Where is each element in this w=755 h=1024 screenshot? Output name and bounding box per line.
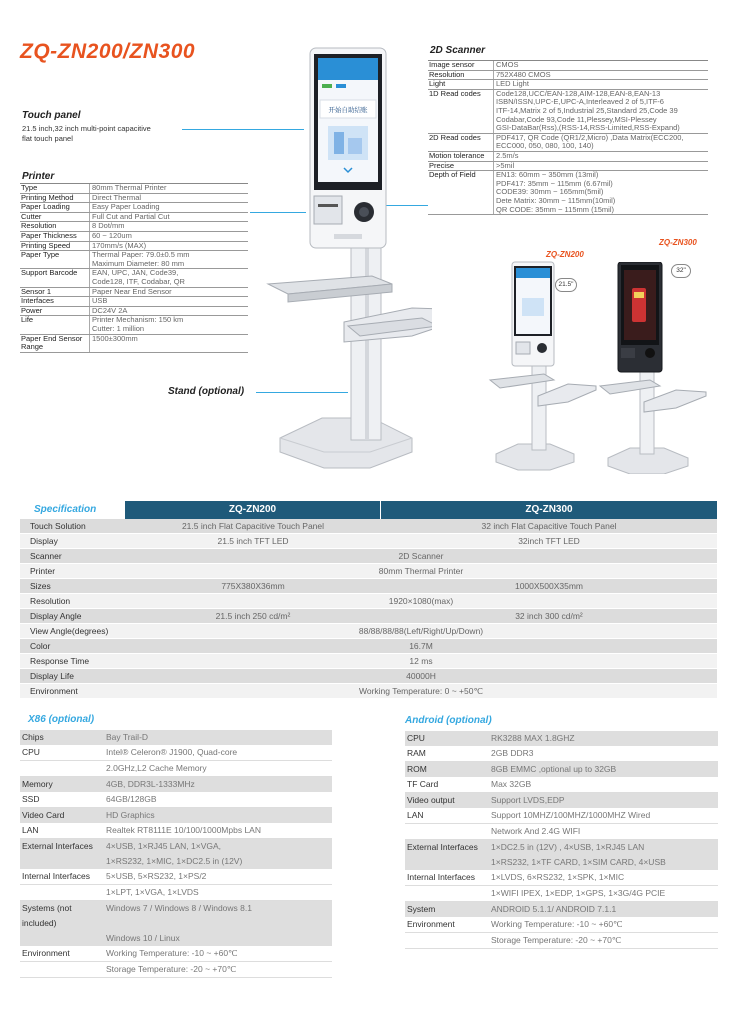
badge-size-300: 32"	[671, 264, 691, 278]
printer-row	[20, 288, 248, 298]
android-spec-table	[405, 731, 718, 949]
android-row-value: 8GB EMMC ,optional up to 32GB	[491, 764, 617, 774]
android-row	[405, 793, 718, 808]
printer-row-value	[89, 251, 248, 268]
x86-row-label: External Interfaces	[22, 841, 93, 851]
android-row	[405, 902, 718, 917]
stand-label: Stand (optional)	[168, 386, 245, 397]
x86-row	[20, 730, 332, 745]
spec-row	[20, 609, 717, 624]
printer-row-value-line: 80mm Thermal Printer	[92, 183, 167, 192]
android-row-label: LAN	[407, 810, 424, 820]
x86-row-value: Working Temperature: -10 ~ +60℃	[106, 948, 238, 958]
spec-col-zn300: ZQ-ZN300	[525, 504, 573, 515]
printer-row-value-line: Code128, ITF, Codabar, QR	[92, 276, 185, 286]
scanner-row	[428, 71, 708, 81]
scanner-row-value	[493, 71, 708, 80]
spec-row-label: Display Life	[30, 671, 74, 681]
printer-row-value-line: Paper Near End Sensor	[92, 286, 172, 296]
x86-row	[20, 931, 332, 946]
android-row-label: CPU	[407, 733, 425, 743]
spec-row-label: Response Time	[30, 656, 90, 666]
android-row-label: Video output	[407, 795, 455, 805]
android-row	[405, 933, 718, 949]
scanner-row-value-line: PDF417: 35mm ~ 115mm (6.67mil)	[496, 178, 613, 188]
page-title: ZQ-ZN200/ZN300	[20, 40, 196, 63]
scanner-row-label: Light	[429, 79, 446, 89]
x86-row-value: Windows 7 / Windows 8 / Windows 8.1	[106, 903, 252, 913]
spec-row	[20, 564, 717, 579]
printer-row-label: Power	[21, 305, 43, 315]
scanner-row-value-line: ISBN/ISSN,UPC-E,UPC-A,Interleaved 2 of 5,ITF-6	[496, 97, 664, 107]
android-row-value: Support 10MHZ/100MHZ/1000MHZ Wired	[491, 810, 651, 820]
android-row	[405, 808, 718, 824]
scanner-row-label: Resolution	[429, 69, 465, 79]
scanner-row-value-line: QR CODE: 35mm ~ 115mm (15mil)	[496, 204, 615, 214]
touch-panel-desc-2: flat touch panel	[22, 134, 73, 143]
scanner-row	[428, 171, 708, 215]
android-row-value: 1×RS232, 1×TF CARD, 1×SIM CARD, 4×USB	[491, 857, 666, 867]
x86-row	[20, 946, 332, 962]
printer-row	[20, 269, 248, 287]
scanner-row-value-line: 2.5m/s	[496, 150, 519, 160]
spec-row-label: Display Angle	[30, 611, 82, 621]
printer-row-value	[89, 184, 248, 193]
printer-row-label: Paper Loading	[21, 202, 70, 212]
android-row-label: TF Card	[407, 779, 439, 789]
x86-row	[20, 962, 332, 978]
x86-row-label	[20, 931, 103, 946]
x86-row	[20, 745, 332, 761]
spec-row-merged-value: 16.7M	[409, 641, 433, 651]
spec-row-merged-value: 80mm Thermal Printer	[378, 566, 464, 576]
x86-row	[20, 885, 332, 901]
android-row-label: Environment	[407, 919, 455, 929]
x86-row	[20, 901, 332, 931]
x86-row-value: Bay Trail-D	[106, 732, 149, 742]
x86-row-label: SSD	[22, 794, 40, 804]
printer-row-value-line: 8 Dot/mm	[92, 221, 125, 231]
android-row-value: Max 32GB	[491, 779, 532, 789]
x86-row-label	[20, 761, 103, 776]
kiosk-screen-text: 开始自助结账	[328, 106, 368, 114]
android-row-value: 1×WIFI IPEX, 1×EDP, 1×GPS, 1×3G/4G PCIE	[491, 888, 666, 898]
x86-row-value: 1×LPT, 1×VGA, 1×LVDS	[106, 887, 199, 897]
printer-row-value-line: Cutter: 1 million	[92, 323, 145, 333]
spec-row	[20, 669, 717, 684]
android-row	[405, 762, 718, 777]
x86-row	[20, 761, 332, 777]
android-row-label: System	[407, 904, 436, 914]
android-row	[405, 870, 718, 886]
printer-row-value-line: Direct Thermal	[92, 192, 142, 202]
android-row-label: Internal Interfaces	[407, 872, 476, 882]
x86-row-value: 64GB/128GB	[106, 794, 157, 804]
android-row-value: Support LVDS,EDP	[491, 795, 565, 805]
printer-row	[20, 335, 248, 353]
badge-zn300: ZQ-ZN300	[659, 238, 697, 247]
spec-row-merged-value: 1920×1080(max)	[388, 596, 454, 606]
spec-row-label: Environment	[30, 686, 78, 696]
scanner-row-value-line: GSI-DataBar(Rss),(RSS-14,RSS-Limited,RSS-Expand)	[496, 123, 680, 133]
x86-row-value: 5×USB, 5×RS232, 1×PS/2	[106, 871, 207, 881]
spec-row-label: Color	[30, 641, 51, 651]
x86-row-label	[20, 962, 103, 977]
android-row	[405, 855, 718, 870]
x86-row-label	[20, 854, 103, 869]
x86-row-label: Memory	[22, 779, 53, 789]
android-row	[405, 917, 718, 933]
printer-heading: Printer	[22, 171, 55, 182]
scanner-row	[428, 90, 708, 134]
x86-spec-table	[20, 730, 332, 978]
spec-row-merged-value: 40000H	[406, 671, 436, 681]
printer-row-value-line: 60 ~ 120um	[92, 230, 132, 240]
spec-row-label: View Angle(degrees)	[30, 626, 109, 636]
x86-row-value: Intel® Celeron® J1900, Quad-core	[106, 747, 238, 757]
scanner-row-label: Precise	[429, 160, 455, 170]
printer-row-value-line: 170mm/s (MAX)	[92, 240, 147, 250]
scanner-row-value	[493, 134, 708, 151]
x86-row-label: Chips	[22, 732, 44, 742]
x86-row-value: 2.0GHz,L2 Cache Memory	[106, 763, 207, 773]
printer-row-value	[89, 269, 248, 286]
scanner-row-label: Image sensor	[429, 60, 475, 69]
printer-row-label: Printing Method	[21, 192, 74, 202]
printer-row-label: Interfaces	[21, 296, 54, 306]
android-row-label	[405, 855, 488, 870]
spec-row	[20, 654, 717, 669]
badge-size-200: 21.5"	[555, 278, 577, 292]
printer-row-label: Sensor 1	[21, 286, 52, 296]
android-row	[405, 840, 718, 855]
spec-row	[20, 624, 717, 639]
printer-row	[20, 251, 248, 269]
spec-row-merged-value: 2D Scanner	[398, 551, 444, 561]
spec-row-zn300-value: 32 inch 300 cd/m²	[515, 611, 583, 621]
spec-header-row	[20, 501, 717, 519]
scanner-row	[428, 134, 708, 152]
scanner-row-value-line: 752X480 CMOS	[496, 69, 551, 79]
scanner-row-value	[493, 152, 708, 161]
android-row-label	[405, 933, 488, 948]
printer-row-label: Resolution	[21, 221, 57, 231]
spec-row-merged-value: 12 ms	[409, 656, 433, 666]
scanner-spec-table	[428, 60, 708, 215]
android-row-value: Working Temperature: -10 ~ +60℃	[491, 919, 623, 929]
spec-row-zn200-value: 21.5 inch 250 cd/m²	[215, 611, 291, 621]
printer-row-value	[89, 203, 248, 212]
scanner-row-value-line: EN13: 60mm ~ 350mm (13mil)	[496, 170, 599, 180]
x86-row	[20, 777, 332, 792]
scanner-row-value-line: PDF417, QR Code (QR1/2,Micro) ,Data Matrix(ECC200,	[496, 132, 684, 142]
android-row-value: Network And 2.4G WIFI	[491, 826, 581, 836]
x86-row	[20, 839, 332, 854]
kiosk-zn300-illustration	[598, 262, 710, 474]
printer-row-value	[89, 307, 248, 316]
scanner-row-label: Depth of Field	[429, 170, 476, 180]
scanner-row	[428, 61, 708, 71]
x86-row-value: 4GB, DDR3L-1333MHz	[106, 779, 195, 789]
printer-row-label: Support Barcode	[21, 268, 78, 278]
printer-row-value	[89, 242, 248, 251]
x86-row	[20, 792, 332, 808]
printer-row-value	[89, 232, 248, 241]
printer-row-label: Paper Thickness	[21, 230, 77, 240]
spec-row-merged-value: Working Temperature: 0 ~ +50℃	[358, 686, 484, 696]
android-row	[405, 777, 718, 793]
scanner-row-value-line: ITF-14,Matrix 2 of 5,Industrial 25,Standard 25,Code 39	[496, 105, 678, 115]
scanner-row-value	[493, 80, 708, 89]
android-row-label	[405, 824, 488, 839]
android-row-label: ROM	[407, 764, 427, 774]
printer-row-value	[89, 316, 248, 333]
android-row	[405, 746, 718, 762]
android-row-label	[405, 886, 488, 901]
printer-row-value-line: 1500±300mm	[92, 333, 138, 343]
printer-row-label: Type	[21, 183, 38, 192]
printer-row-value	[89, 335, 248, 352]
android-row-value: ANDROID 5.1.1/ ANDROID 7.1.1	[491, 904, 617, 914]
x86-row	[20, 854, 332, 869]
scanner-row-value-line: ECC000, 050, 080, 100, 140)	[496, 141, 594, 151]
x86-row-label: Video Card	[22, 810, 65, 820]
android-row-value: RK3288 MAX 1.8GHZ	[491, 733, 575, 743]
spec-row	[20, 534, 717, 549]
printer-row-value-line: USB	[92, 296, 108, 306]
printer-row-value	[89, 222, 248, 231]
x86-row-label	[20, 885, 103, 900]
android-row-value: 2GB DDR3	[491, 748, 534, 758]
kiosk-zn200-illustration	[488, 258, 598, 472]
spec-heading: Specification	[20, 501, 125, 519]
spec-col-zn200: ZQ-ZN200	[125, 501, 381, 519]
x86-row-label: Environment	[22, 948, 70, 958]
specification-table	[20, 501, 717, 699]
scanner-row-value-line: Codabar,Code 93,Code 11,Plessey,MSI-Plessey	[496, 114, 657, 124]
scanner-row-value	[493, 61, 708, 70]
x86-row-value: 4×USB, 1×RJ45 LAN, 1×VGA,	[106, 841, 222, 851]
printer-row-value	[89, 213, 248, 222]
x86-row-value: HD Graphics	[106, 810, 155, 820]
spec-row	[20, 594, 717, 609]
scanner-row-value	[493, 162, 708, 171]
printer-row-value	[89, 288, 248, 297]
printer-row-value-line: Printer Mechanism: 150 km	[92, 315, 184, 325]
android-row	[405, 731, 718, 746]
scanner-row-value-line: CMOS	[496, 60, 519, 69]
printer-row-value-line: DC24V 2A	[92, 305, 128, 315]
scanner-row-value-line: CODE39: 30mm ~ 165mm(5mil)	[496, 187, 604, 197]
spec-row	[20, 579, 717, 594]
android-row	[405, 824, 718, 840]
scanner-row-value-line: Code128,UCC/EAN-128,AIM-128,EAN-8,EAN-13	[496, 88, 661, 98]
printer-row-label: Cutter	[21, 211, 42, 221]
android-row-value: 1×LVDS, 6×RS232, 1×SPK, 1×MIC	[491, 872, 625, 882]
x86-row-value: Realtek RT8111E 10/100/1000Mpbs LAN	[106, 825, 261, 835]
android-row	[405, 886, 718, 902]
x86-row	[20, 808, 332, 823]
spec-row-zn300-value: 32inch TFT LED	[518, 536, 580, 546]
spec-row-label: Resolution	[30, 596, 71, 606]
scanner-row-value	[493, 90, 708, 133]
spec-row-zn200-value: 21.5 inch Flat Capacitive Touch Panel	[181, 521, 325, 531]
kiosk-main-illustration	[262, 40, 432, 480]
printer-row-value	[89, 194, 248, 203]
scanner-row-label: 2D Read codes	[429, 132, 481, 142]
spec-row-label: Scanner	[30, 551, 62, 561]
printer-row-label: Life	[21, 315, 34, 325]
scanner-row	[428, 152, 708, 162]
android-row-value: 1×DC2.5 in (12V) , 4×USB, 1×RJ45 LAN	[491, 842, 645, 852]
scanner-row-value	[493, 171, 708, 214]
spec-row-zn300-value: 32 inch Flat Capacitive Touch Panel	[481, 521, 617, 531]
spec-row	[20, 519, 717, 534]
x86-row-label: Systems (not included)	[22, 903, 72, 928]
scanner-heading: 2D Scanner	[430, 45, 486, 56]
android-row-value: Storage Temperature: -20 ~ +70℃	[491, 935, 622, 945]
x86-row-label: LAN	[22, 825, 39, 835]
spec-row-zn200-value: 21.5 inch TFT LED	[217, 536, 289, 546]
printer-row	[20, 297, 248, 307]
x86-heading: X86 (optional)	[28, 714, 95, 725]
spec-row-zn200-value: 775X380X36mm	[221, 581, 285, 591]
x86-row-value: 1×RS232, 1×MIC, 1×DC2.5 in (12V)	[106, 856, 243, 866]
printer-row-value-line: Maximum Diameter: 80 mm	[92, 258, 185, 268]
printer-row-label: Paper End Sensor Range	[21, 333, 83, 352]
x86-row-value: Storage Temperature: -20 ~ +70℃	[106, 964, 237, 974]
scanner-row-label: 1D Read codes	[429, 88, 481, 98]
x86-row-label: Internal Interfaces	[22, 871, 91, 881]
printer-row-label: Paper Type	[21, 250, 60, 260]
spec-row-label: Display	[30, 536, 58, 546]
x86-row-value: Windows 10 / Linux	[106, 933, 180, 943]
printer-row-value-line: Thermal Paper: 79.0±0.5 mm	[92, 250, 190, 260]
android-heading: Android (optional)	[405, 715, 492, 726]
android-row-label: RAM	[407, 748, 426, 758]
printer-row-label: Printing Speed	[21, 240, 71, 250]
printer-row-value-line: EAN, UPC, JAN, Code39,	[92, 268, 179, 278]
spec-row	[20, 639, 717, 654]
spec-row	[20, 549, 717, 564]
spec-row-merged-value: 88/88/88/88(Left/Right/Up/Down)	[358, 626, 484, 636]
printer-row	[20, 316, 248, 334]
touch-panel-heading: Touch panel	[22, 110, 81, 121]
x86-row	[20, 869, 332, 885]
badge-zn200: ZQ-ZN200	[546, 250, 584, 259]
printer-row-value-line: Full Cut and Partial Cut	[92, 211, 170, 221]
printer-spec-table	[20, 183, 248, 353]
android-row-label: External Interfaces	[407, 842, 478, 852]
printer-row-value-line: Easy Paper Loading	[92, 202, 160, 212]
spec-row-label: Printer	[30, 566, 56, 576]
scanner-row-label: Motion tolerance	[429, 150, 485, 160]
scanner-row-value-line: Dete Matrix: 30mm ~ 115mm(10mil)	[496, 195, 616, 205]
touch-panel-desc-1: 21.5 inch,32 inch multi-point capacitive	[22, 124, 151, 133]
spec-row-zn300-value: 1000X500X35mm	[514, 581, 584, 591]
x86-row-label: CPU	[22, 747, 40, 757]
printer-row-value	[89, 297, 248, 306]
spec-row	[20, 684, 717, 699]
spec-row-label: Sizes	[30, 581, 51, 591]
scanner-row-value-line: LED Light	[496, 79, 529, 89]
x86-row	[20, 823, 332, 839]
spec-row-label: Touch Solution	[30, 521, 86, 531]
scanner-row-value-line: >5mil	[496, 160, 515, 170]
